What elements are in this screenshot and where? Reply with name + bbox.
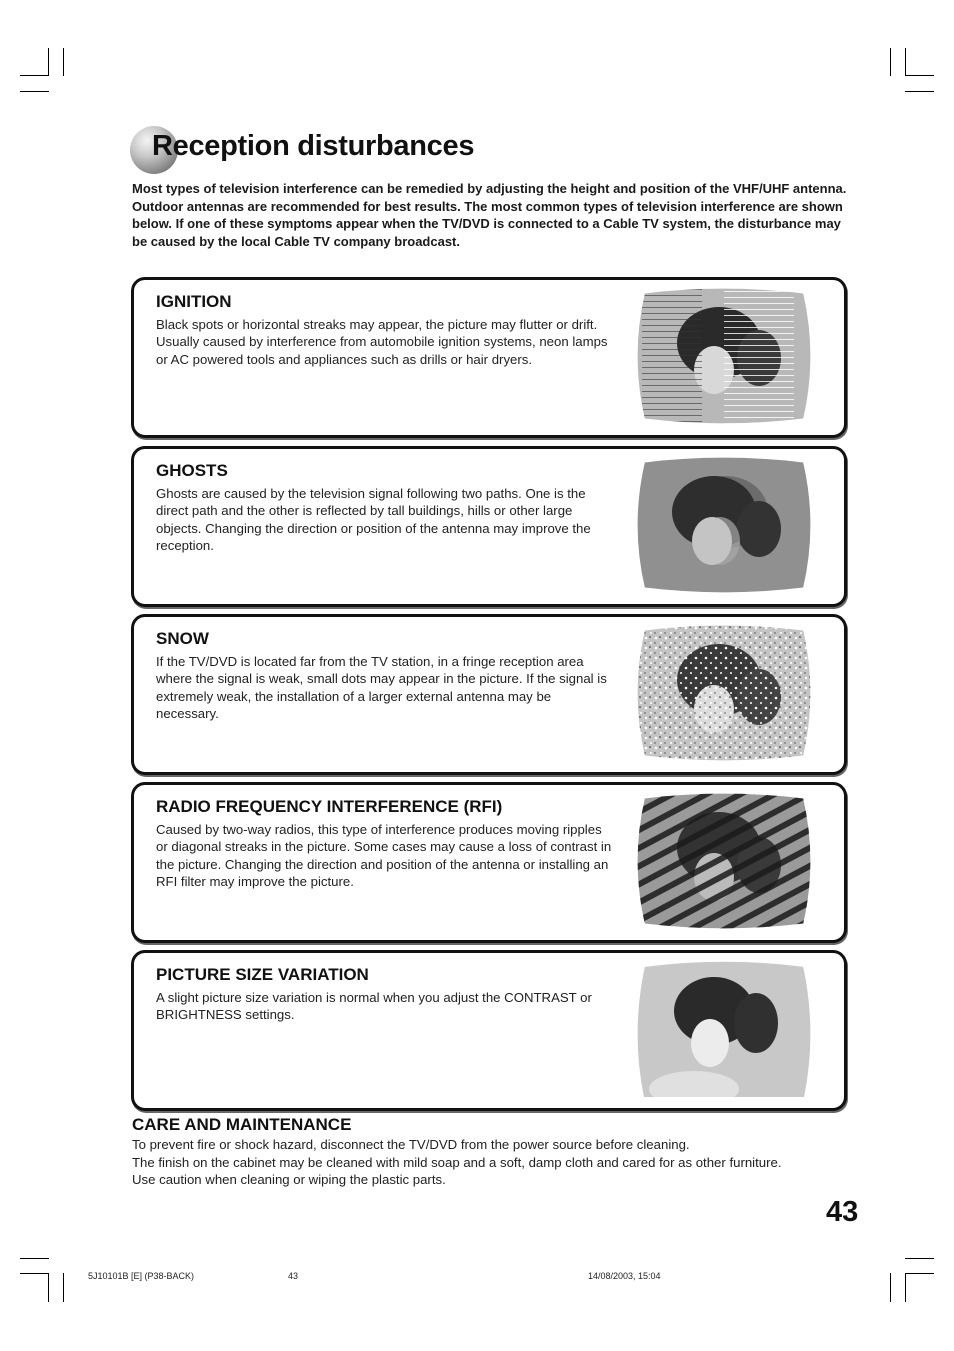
section-text: Caused by two-way radios, this type of interference produces moving ripples or diagonal streaks in the picture. Some cases may cause a loss of contrast in the picture. Changing the direction and position of the antenna or installing an RFI filter may improve the picture. bbox=[156, 822, 612, 890]
care-line: To prevent fire or shock hazard, disconnect the TV/DVD from the power source before cleaning. bbox=[132, 1137, 690, 1152]
footer-page: 43 bbox=[288, 1271, 299, 1281]
care-line: The finish on the cabinet may be cleaned with mild soap and a soft, damp cloth and cared for as other furniture. bbox=[132, 1155, 782, 1170]
section-rfi bbox=[131, 782, 847, 943]
page-title: Reception disturbances bbox=[152, 130, 475, 162]
section-text: A slight picture size variation is normal when you adjust the CONTRAST or BRIGHTNESS settings. bbox=[156, 990, 592, 1023]
intro-paragraph: Most types of television interference can be remedied by adjusting the height and position of the VHF/UHF antenna. Outdoor antennas are recommended for best results. The most common types of television interference are shown below. If one of these symptoms appear when the TV/DVD is connected to a Cable TV system, the disturbance may be caused by the local Cable TV company broadcast. bbox=[132, 181, 847, 249]
snow-picture bbox=[634, 625, 814, 761]
section-heading: GHOSTS bbox=[156, 461, 228, 480]
care-line: Use caution when cleaning or wiping the plastic parts. bbox=[132, 1172, 446, 1187]
page-number: 43 bbox=[826, 1196, 859, 1228]
section-ignition bbox=[131, 277, 847, 438]
section-snow bbox=[131, 614, 847, 775]
section-picture-size bbox=[131, 950, 847, 1111]
rfi-picture bbox=[634, 793, 814, 929]
ghosts-picture bbox=[634, 457, 814, 593]
section-ghosts bbox=[131, 446, 847, 607]
section-text: Ghosts are caused by the television signal following two paths. One is the direct path and the other is reflected by tall buildings, hills or other large objects. Changing the direction or position of the antenna may improve the reception. bbox=[156, 486, 591, 554]
ignition-picture bbox=[634, 288, 814, 424]
care-heading: CARE AND MAINTENANCE bbox=[132, 1115, 352, 1134]
section-heading: IGNITION bbox=[156, 292, 232, 311]
picture-size-picture bbox=[634, 961, 814, 1097]
footer-timestamp: 14/08/2003, 15:04 bbox=[588, 1271, 661, 1281]
footer-code: 5J10101B [E] (P38-BACK) bbox=[88, 1271, 195, 1281]
section-heading: SNOW bbox=[156, 629, 209, 648]
section-heading: PICTURE SIZE VARIATION bbox=[156, 965, 369, 984]
section-text: Black spots or horizontal streaks may appear, the picture may flutter or drift. Usually caused by interference from automobile ignition systems, neon lamps or AC powered tools and appliances such as drills or hair dryers. bbox=[156, 317, 608, 367]
section-heading: RADIO FREQUENCY INTERFERENCE (RFI) bbox=[156, 797, 503, 816]
section-text: If the TV/DVD is located far from the TV station, in a fringe reception area where the signal is weak, small dots may appear in the picture. If the signal is extremely weak, the installation of a larger external antenna may be necessary. bbox=[156, 654, 607, 722]
